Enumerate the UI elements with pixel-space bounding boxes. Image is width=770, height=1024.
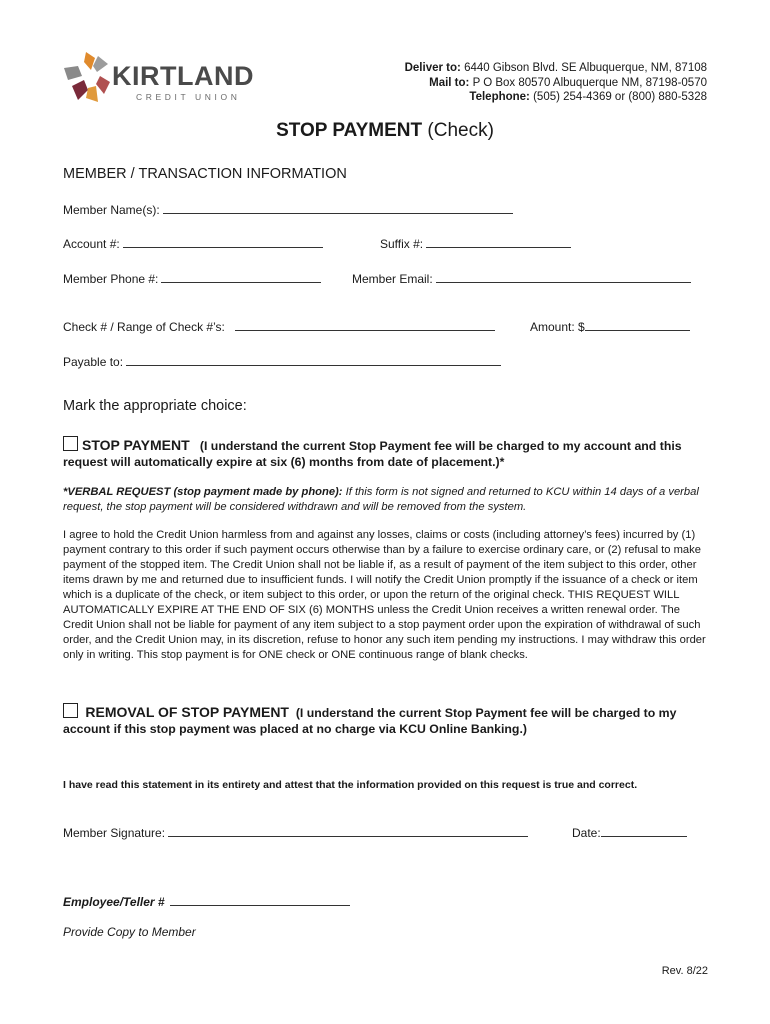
telephone-line: Telephone: (505) 254-4369 or (800) 880-5328 — [469, 91, 707, 103]
amount-field[interactable]: Amount: $ — [530, 320, 690, 334]
stop-payment-option — [63, 436, 713, 470]
check-range-field[interactable]: Check # / Range of Check #’s: — [63, 320, 495, 334]
employee-teller-field[interactable]: Employee/Teller # — [63, 895, 350, 909]
member-signature-field[interactable]: Member Signature: — [63, 826, 528, 840]
member-phone-field[interactable]: Member Phone #: — [63, 272, 321, 286]
logo-wordmark: KIRTLAND — [112, 61, 254, 91]
removal-text: (I understand the current Stop Payment fee will be charged to my account if this stop payment was placed at no charge via KCU Online Banking.) — [63, 706, 677, 736]
stop-payment-checkbox[interactable] — [63, 436, 78, 451]
member-names-field[interactable]: Member Name(s): — [63, 203, 513, 217]
stop-payment-text: (I understand the current Stop Payment fee will be charged to my account and this request will automatically expire at six (6) months from date of placement.)* — [63, 439, 682, 469]
logo-star-icon — [64, 52, 110, 102]
logo-subtitle: CREDIT UNION — [136, 92, 241, 102]
verbal-request-note: *VERBAL REQUEST (stop payment made by phone): If this form is not signed and returned to KCU within 14 days of a verbal request, the stop payment will be considered withdrawn and will be removed from the system. — [63, 486, 699, 513]
attest-statement: I have read this statement in its entirety and attest that the information provided on this request is true and correct. — [63, 779, 638, 791]
page-title: STOP PAYMENT (Check) — [276, 120, 494, 141]
member-email-field[interactable]: Member Email: — [352, 272, 691, 286]
contact-block — [405, 61, 707, 105]
payable-to-field[interactable]: Payable to: — [63, 355, 501, 369]
mark-choice-heading: Mark the appropriate choice: — [63, 398, 247, 414]
provide-copy-note: Provide Copy to Member — [63, 925, 196, 939]
deliver-line: Deliver to: 6440 Gibson Blvd. SE Albuquerque, NM, 87108 — [404, 62, 707, 74]
removal-label: REMOVAL OF STOP PAYMENT — [85, 704, 289, 720]
date-field[interactable]: Date: — [572, 826, 687, 840]
stop-payment-label: STOP PAYMENT — [82, 437, 190, 453]
removal-checkbox[interactable] — [63, 703, 78, 718]
revision-label: Rev. 8/22 — [661, 965, 708, 977]
agreement-paragraph: I agree to hold the Credit Union harmless from and against any losses, claims or costs (including attorney’s fees) incurred by (1) payment contrary to this order if such payment occurs otherwise than by a failure to exercise ordinary care, or (2) refusal to make payment of the stopped item. The Credit Union shall not be liable if, as a result of payment of the item subject to this order, other items drawn by me and returned due to insufficient funds. I will notify the Credit Union promptly if the issuance of a check or item which is a duplicate of the check, or item subject to this order, or upon the return of the original check. THIS REQUEST WILL AUTOMATICALLY EXPIRE AT THE END OF SIX (6) MONTHS unless the Credit Union receives a written renewal order. The Credit Union shall not be liable for payment of any item subject to a stop payment order upon the expiration of withdrawal of such order, and the Credit Union may, in its discretion, refuse to honor any such item pending my instructions. I may withdraw this order only in writing. This stop payment is for ONE check or ONE continuous range of blank checks. — [63, 529, 706, 661]
mail-line: Mail to: P O Box 80570 Albuquerque NM, 87198-0570 — [429, 76, 707, 89]
removal-option — [63, 703, 713, 737]
account-field[interactable]: Account #: — [63, 237, 323, 251]
suffix-field[interactable]: Suffix #: — [380, 237, 571, 251]
section-heading: MEMBER / TRANSACTION INFORMATION — [63, 166, 347, 182]
